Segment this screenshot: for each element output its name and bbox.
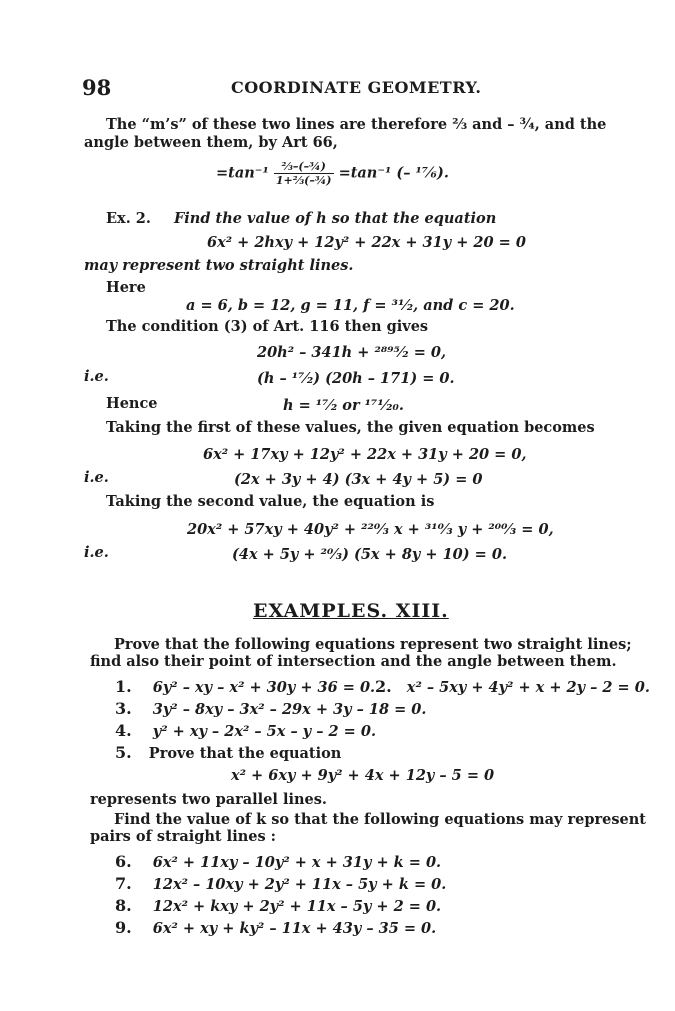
angle-fraction [274,160,334,187]
eq-suffix: =tan⁻¹ (– ¹⁷⁄₆). [338,164,449,182]
exercise-text: 3y² – 8xy – 3x² – 29x + 3y – 18 = 0. [152,701,427,718]
exercise-number: 1. [115,677,132,696]
exercise-4 [115,721,376,740]
exercise-6 [115,852,441,871]
may-represent: may represent two straight lines. [84,257,354,274]
exercise-7 [115,874,446,893]
exercise-2 [375,677,650,696]
exercise-8 [115,896,441,915]
exercise-text: y² + xy – 2x² – 5x – y – 2 = 0. [152,723,376,740]
section-title: EXAMPLES. XIII. [253,600,449,622]
page-number: 98 [82,75,112,100]
here-label: Here [106,279,146,296]
condition-equation: 20h² – 341h + ²⁸⁹⁵⁄₂ = 0, [257,344,447,361]
example-statement: Find the value of h so that the equation [174,210,497,227]
second-equation: 20x² + 57xy + 40y² + ²²⁰⁄₃ x + ³¹⁰⁄₃ y + ²⁰⁰⁄₃ = 0, [187,521,554,538]
exercise-text: 12x² – 10xy + 2y² + 11x – 5y + k = 0. [152,876,447,893]
exercise-9 [115,918,436,937]
exercise-number: 6. [115,852,132,871]
exercise-text: x² – 5xy + 4y² + x + 2y – 2 = 0. [406,679,650,696]
exercise-text: 12x² + kxy + 2y² + 11x – 5y + 2 = 0. [152,898,442,915]
eq-prefix: =tan⁻¹ [216,164,269,182]
exercise-3 [115,699,426,718]
exercise-text: 6x² + xy + ky² – 11x + 43y – 35 = 0. [152,920,437,937]
exercise-number: 9. [115,918,132,937]
first-factored-equation: (2x + 3y + 4) (3x + 4y + 5) = 0 [234,471,483,488]
exercise-1 [115,677,375,696]
fraction-denominator: 1+⅔(–¾) [275,174,332,187]
h-values: h = ¹⁷⁄₂ or ¹⁷¹⁄₂₀. [283,397,404,414]
exercise-number: 8. [115,896,132,915]
example-label: Ex. 2. [106,210,151,227]
exercise-number: 2. [375,677,392,696]
taking-second-text: Taking the second value, the equation is [106,493,435,510]
hence-label: Hence [106,395,158,412]
exercise-number: 5. [115,743,132,762]
condition-text: The condition (3) of Art. 116 then gives [106,318,429,335]
parallel-equation: x² + 6xy + 9y² + 4x + 12y – 5 = 0 [231,767,495,784]
ie-label-3: i.e. [84,544,109,561]
first-equation: 6x² + 17xy + 12y² + 22x + 31y + 20 = 0, [203,446,527,463]
find-line-1: Find the value of k so that the following equations may represent [114,811,646,828]
coefficient-values: a = 6, b = 12, g = 11, f = ³¹⁄₂, and c = 20. [186,297,515,314]
intro-line-2: angle between them, by Art 66, [84,134,338,151]
ie-label-1: i.e. [84,368,109,385]
running-title: COORDINATE GEOMETRY. [231,78,482,97]
intro-line-1: The “m’s” of these two lines are therefore ⅔ and – ¾, and the [106,116,607,133]
prove-line-1: Prove that the following equations represent two straight lines; [114,636,632,653]
exercise-text: 6y² – xy – x² + 30y + 36 = 0. [152,679,376,696]
exercise-number: 3. [115,699,132,718]
find-line-2: pairs of straight lines : [90,828,277,845]
exercise-text: Prove that the equation [148,745,342,762]
exercise-5 [115,743,341,762]
parallel-text: represents two parallel lines. [90,791,327,808]
fraction-numerator: ⅔–(–¾) [274,160,334,174]
angle-equation [216,160,449,187]
second-factored-equation: (4x + 5y + ²⁰⁄₃) (5x + 8y + 10) = 0. [232,546,508,563]
prove-line-2: find also their point of intersection and the angle between them. [90,653,617,670]
factored-h-equation: (h – ¹⁷⁄₂) (20h – 171) = 0. [257,370,455,387]
exercise-number: 4. [115,721,132,740]
taking-first-text: Taking the first of these values, the given equation becomes [106,419,595,436]
exercise-number: 7. [115,874,132,893]
exercise-text: 6x² + 11xy – 10y² + x + 31y + k = 0. [152,854,442,871]
example-equation: 6x² + 2hxy + 12y² + 22x + 31y + 20 = 0 [207,234,526,251]
ie-label-2: i.e. [84,469,109,486]
